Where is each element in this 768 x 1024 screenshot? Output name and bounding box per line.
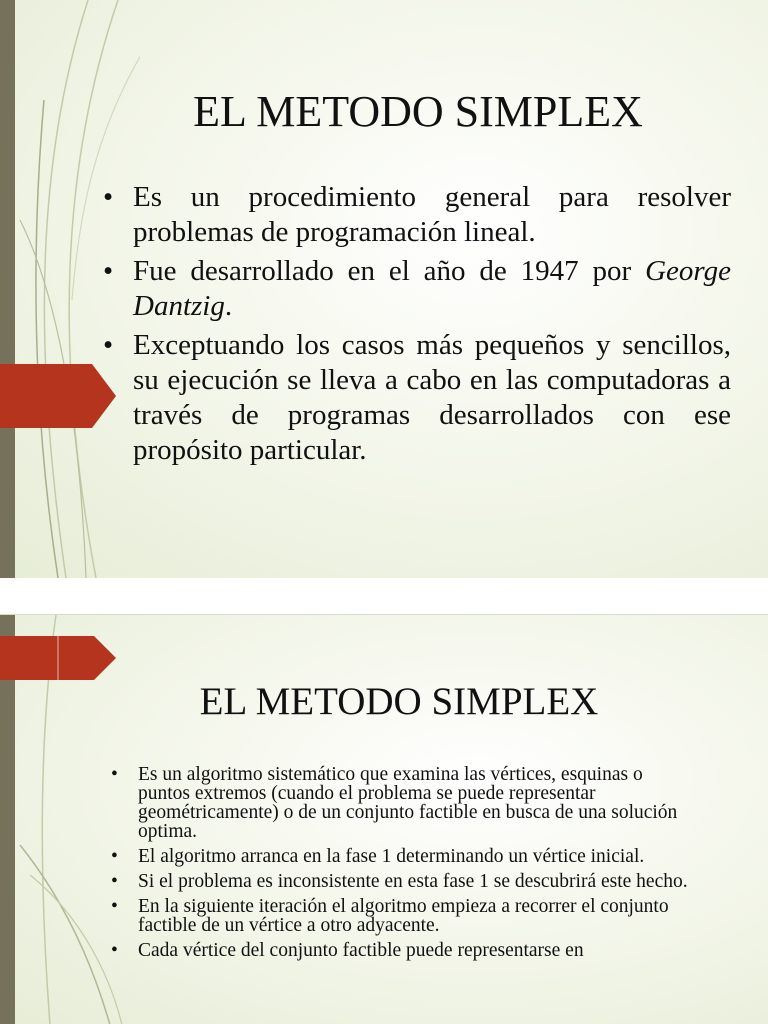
slide-2-title: EL METODO SIMPLEX [199,680,599,723]
slide-2-bullet-5: • Cada vértice del conjunto factible puede representarse en [138,941,698,960]
slide-2-bullet-list [138,765,698,966]
slide-1-bullet-2: • Fue desarrollado en el año de 1947 por George Dantzig. [133,254,731,324]
flag-icon [0,364,118,428]
slide-2-bullet-4: • En la siguiente iteración el algoritmo empieza a recorrer el conjunto factible de un vértice a otro adyacente. [138,897,698,935]
author-name: George Dantzig [133,255,731,322]
flag-icon [0,636,118,680]
slide-1-title: EL METODO SIMPLEX [193,87,643,136]
slide-1-bullet-list [133,180,731,472]
slide-1-bullet-3: • Exceptuando los casos más pequeños y sencillos, su ejecución se lleva a cabo en las computadoras a través de programas desarrollados con ese propósito particular. [133,328,731,468]
slide-2-bullet-1: • Es un algoritmo sistemático que examina las vértices, esquinas o puntos extremos (cuando el problema se puede representar geométricamente) o de un conjunto factible en busca de una solución optima. [138,765,698,841]
slide-gap [0,578,768,614]
slide-2 [0,614,768,1024]
slide-1-bullet-1: • Es un procedimiento general para resolver problemas de programación lineal. [133,180,731,250]
slide-2-bullet-2: • El algoritmo arranca en la fase 1 determinando un vértice inicial. [138,847,698,866]
slide-2-bullet-3: • Si el problema es inconsistente en esta fase 1 se descubrirá este hecho. [138,872,698,891]
